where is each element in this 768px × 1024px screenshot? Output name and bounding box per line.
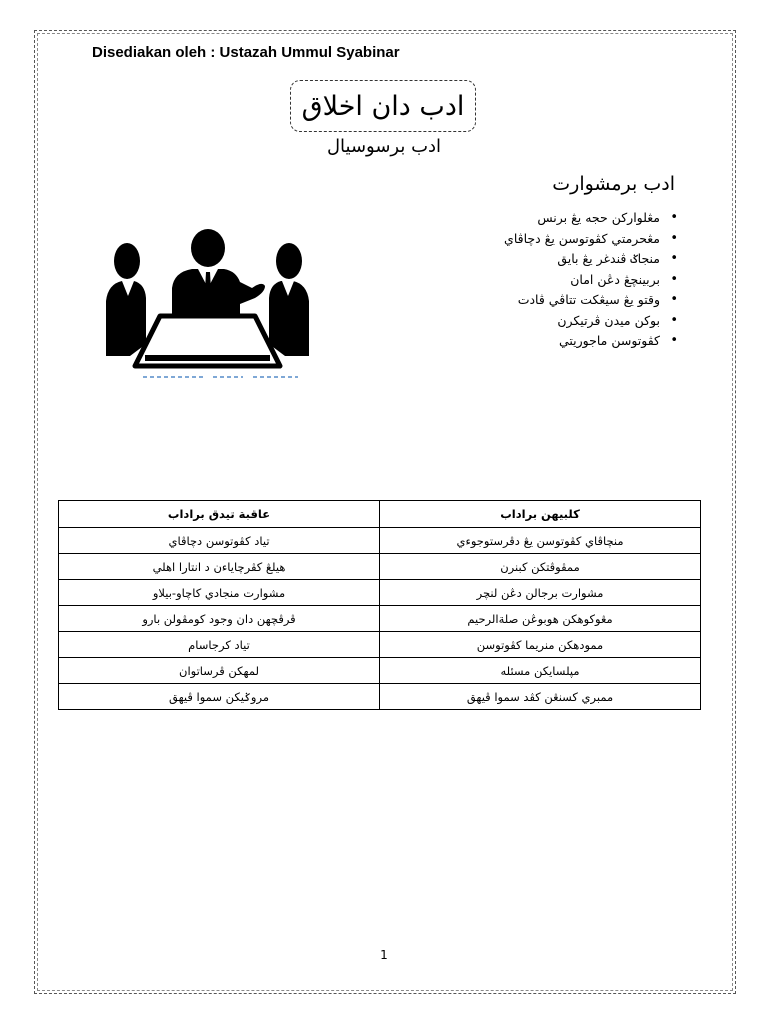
table-cell: منچاڤاي کڤوتوسن يڠ دڤرستوجوءي [380,528,701,554]
table-cell: ڤرڤچهن دان وجود کومڤولن بارو [59,606,380,632]
page-title: ادب دان اخلاق [290,80,476,132]
faint-caption-line [143,374,303,380]
table-cell: تياد کڤوتوسن دچاڤاي [59,528,380,554]
table-header-row [59,501,701,528]
table-cell: لمهکن ڤرساتوان [59,658,380,684]
bullet-item: • کڤوتوسن ماجوريتي [504,331,678,352]
table-row [59,554,701,580]
table-cell: هيلڠ کڤرچاياءن د انتارا اهلي [59,554,380,580]
table-cell: ممودهکن منريما کڤوتوسن [380,632,701,658]
section-heading: ادب برمشوارت [552,173,675,195]
table-row [59,632,701,658]
adab-table [58,500,701,710]
bullet-item: • مڠلوارکن حجه يڠ برنس [504,208,678,229]
table-row [59,528,701,554]
table-cell: ممبري کسنڠن کڤد سموا ڤيهق [380,684,701,710]
table-row [59,658,701,684]
page-number: 1 [380,948,388,962]
table-cell: مڠوکوهکن هوبوڠن صلةالرحيم [380,606,701,632]
bullet-list [504,208,678,352]
table-cell: مشوارت منجادي کاچاو-بيلاو [59,580,380,606]
table-cell: مروݢيکن سموا ڤيهق [59,684,380,710]
meeting-table-people-icon [100,226,315,381]
column-header-consequence: عاقبة تيدق براداب [59,501,380,528]
bullet-item: • بربينچڠ دڠن امان [504,270,678,291]
table-cell: ممڤوڤتکن کبنرن [380,554,701,580]
subtitle-text: ادب برسوسيال [326,136,442,157]
bullet-item: • منجاݢ ڤندغر يڠ بايق [504,249,678,270]
column-header-benefit: کلبيهن براداب [380,501,701,528]
table-cell: مڽلسايکن مسئله [380,658,701,684]
table-cell: مشوارت برجالن دڠن لنچر [380,580,701,606]
author-line: Disediakan oleh : Ustazah Ummul Syabinar [92,44,400,61]
table-row [59,684,701,710]
bullet-item: • بوکن ميدن ڤرتيکرن [504,311,678,332]
table-cell: تياد کرجاسام [59,632,380,658]
page-subtitle [0,136,768,157]
bullet-item: • وقتو يڠ سيڠکت تتاڤي ڤادت [504,290,678,311]
table-row [59,580,701,606]
bullet-item: • مڠحرمتي کڤوتوسن يڠ دچاڤاي [504,229,678,250]
table-row [59,606,701,632]
